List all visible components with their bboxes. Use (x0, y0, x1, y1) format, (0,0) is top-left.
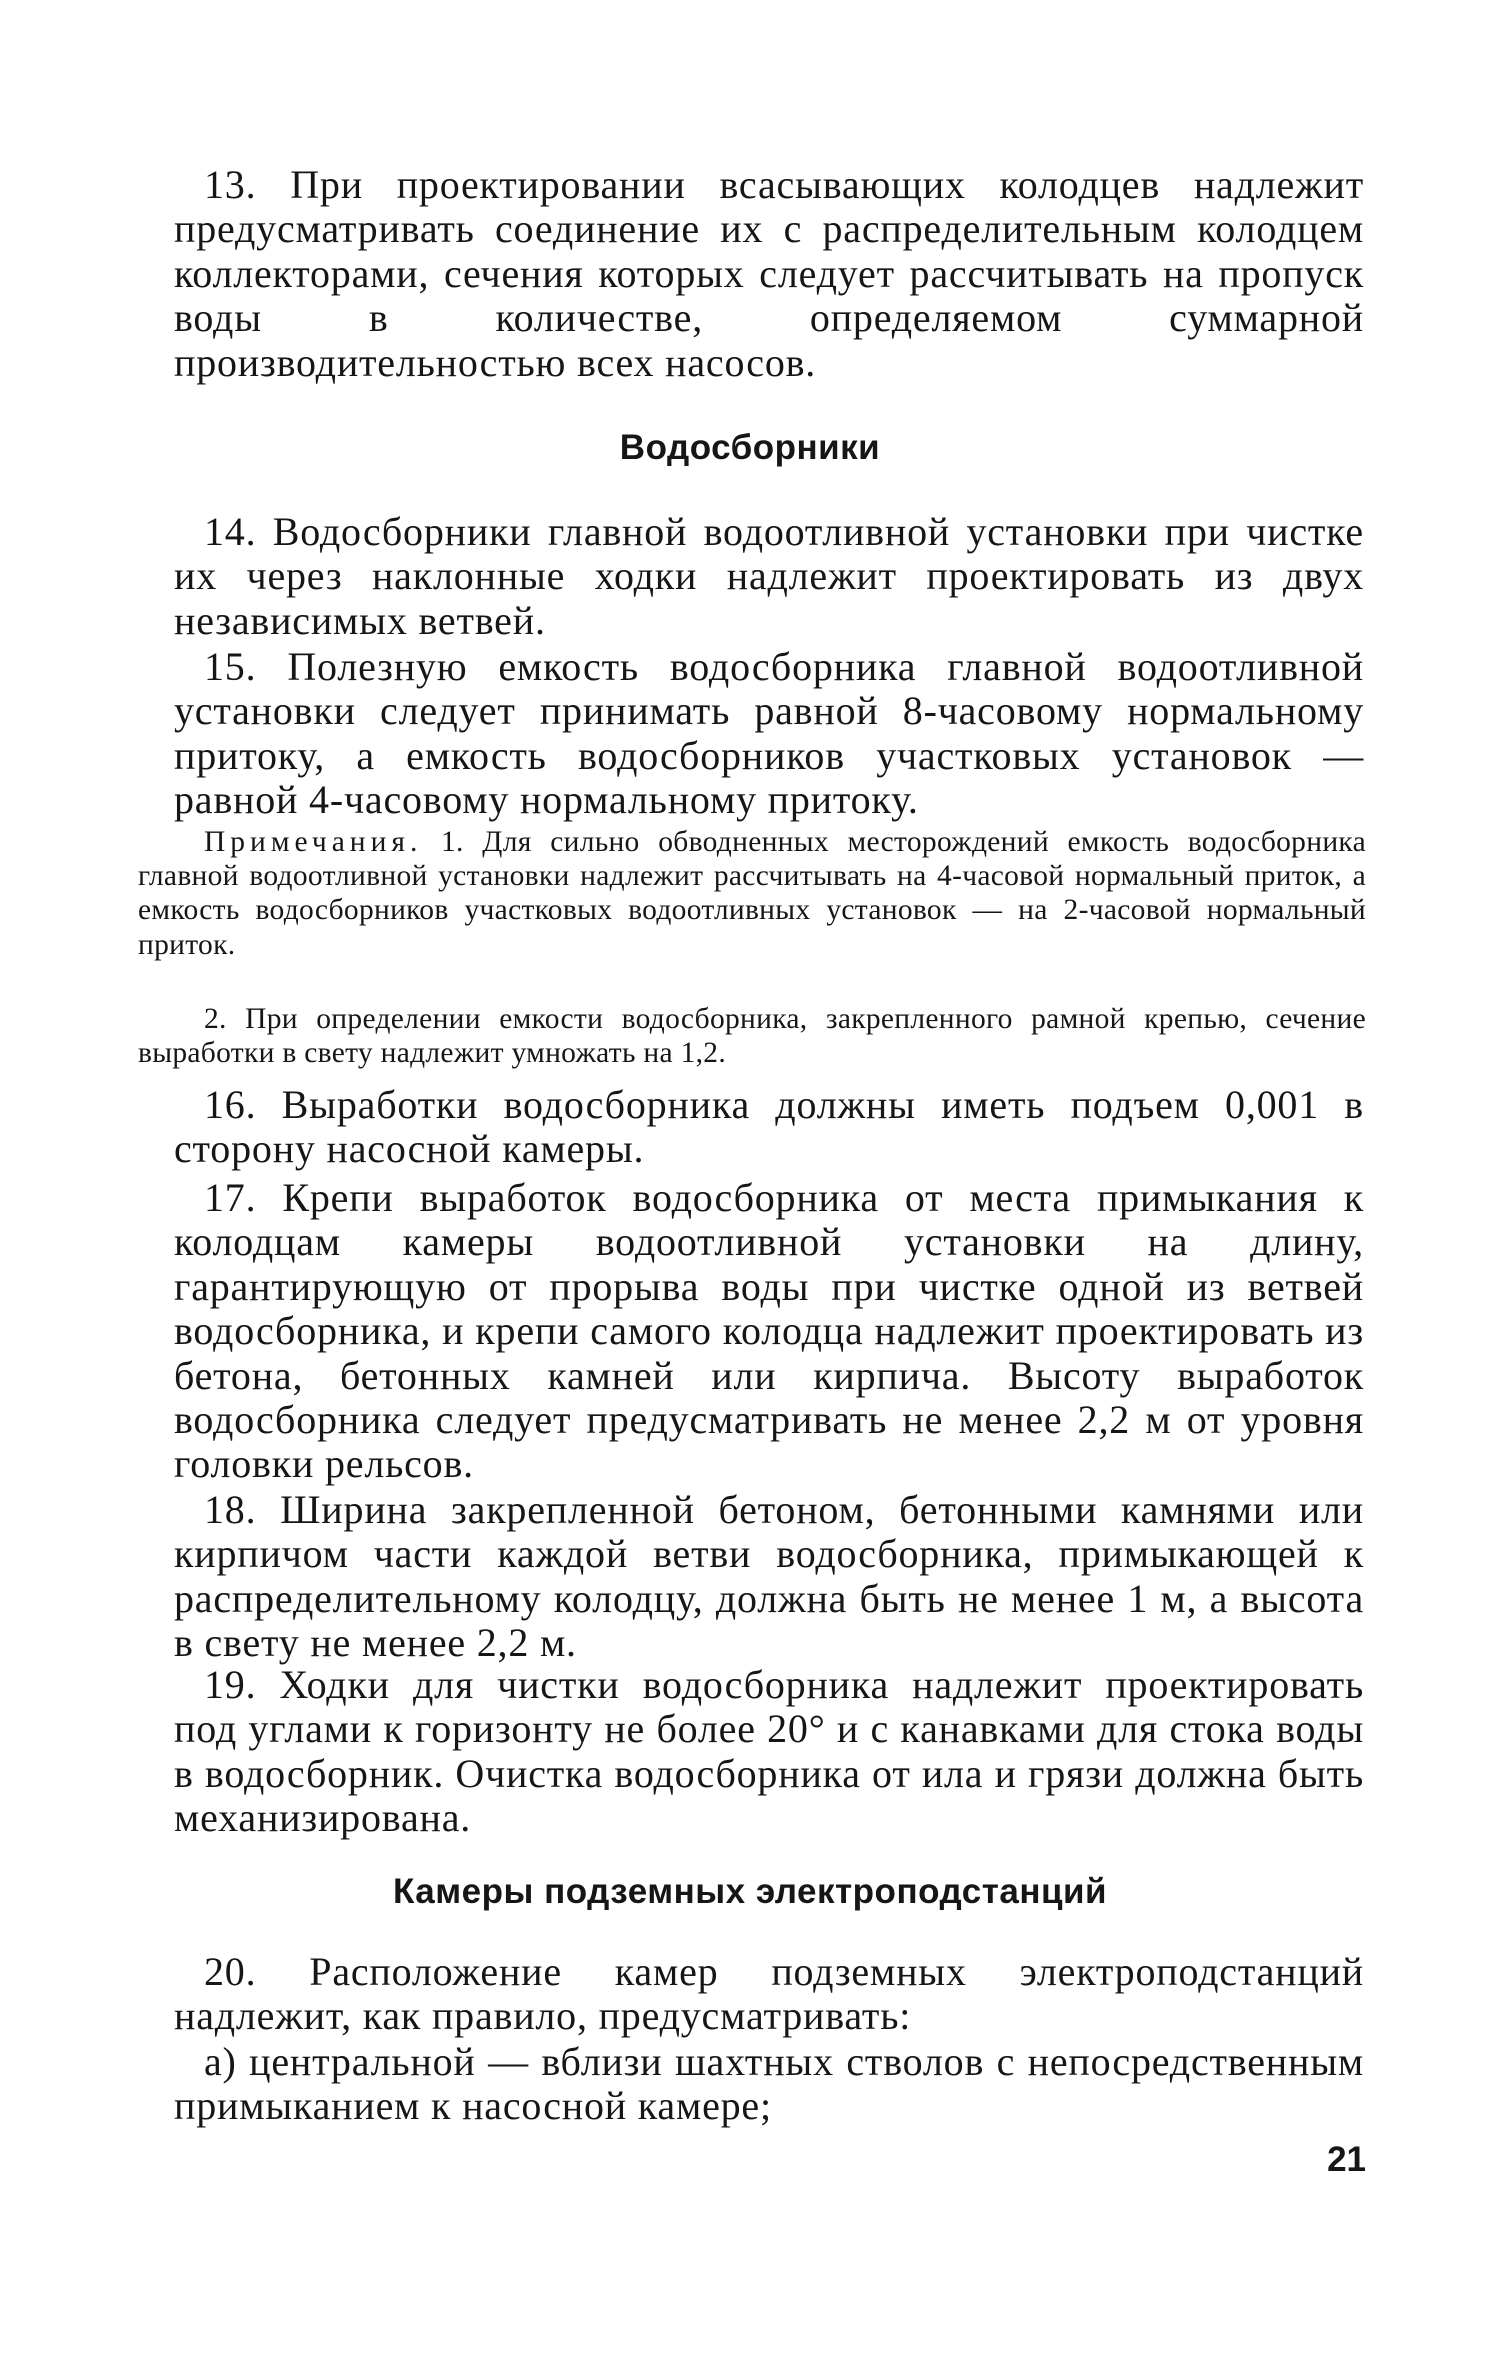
paragraph-20a: а) центральной — вблизи шахтных стволов с непосредственным примыканием к насосной камере; (174, 2039, 1364, 2129)
section-heading-kamery: Камеры подземных электроподстанций (392, 1872, 1108, 1911)
paragraph-19: 19. Ходки для чистки водосборника надлежит проектировать под углами к горизонту не более 20° и с канавками для стока воды в водосборник. Очистка водосборника от ила и грязи должна быть механизирована. (174, 1662, 1364, 1841)
paragraph-18: 18. Ширина закрепленной бетоном, бетонными камнями или кирпичом части каждой ветви водосборника, примыкающей к распределительному колодцу, должна быть не менее 1 м, а высота в свету не менее 2,2 м. (174, 1487, 1364, 1666)
paragraph-16: 16. Выработки водосборника должны иметь подъем 0,001 в сторону насосной камеры. (174, 1082, 1364, 1172)
paragraph-14: 14. Водосборники главной водоотливной установки при чистке их через наклонные ходки надлежит проектировать из двух независимых ветвей. (174, 509, 1364, 643)
note-1 (138, 825, 1366, 962)
notes-label: Примечания. (204, 826, 423, 858)
paragraph-20: 20. Расположение камер подземных электроподстанций надлежит, как правило, предусматривать: (174, 1949, 1364, 2039)
paragraph-17: 17. Крепи выработок водосборника от места примыкания к колодцам камеры водоотливной установки на длину, гарантирующую от прорыва воды при чистке одной из ветвей водосборника, и крепи самого колодца надлежит проектировать из бетона, бетонных камней или кирпича. Высоту выработок водосборника следует предусматривать не менее 2,2 м от уровня головки рельсов. (174, 1175, 1364, 1487)
page-number: 21 (1327, 2140, 1366, 2179)
paragraph-13: 13. При проектировании всасывающих колодцев надлежит предусматривать соединение их с распределительным колодцем коллекторами, сечения которых следует рассчитывать на пропуск воды в количестве, определяемом суммарной производительностью всех насосов. (174, 162, 1364, 385)
paragraph-15: 15. Полезную емкость водосборника главной водоотливной установки следует принимать равной 8-часовому нормальному притоку, а емкость водосборников участковых установок — равной 4-часовому нормальному притоку. (174, 644, 1364, 823)
section-heading-vodosborniki: Водосборники (619, 428, 881, 467)
note-1-text: 1. Для сильно обводненных месторождений емкость водосборника главной водоотливной установки надлежит рассчитывать на 4-часовой нормальный приток, а емкость водосборников участковых водоотливных установок — на 2-часовой нормальный приток. (138, 826, 1366, 961)
note-2: 2. При определении емкости водосборника, закрепленного рамной крепью, сечение выработки в свету надлежит умножать на 1,2. (138, 1003, 1366, 1070)
